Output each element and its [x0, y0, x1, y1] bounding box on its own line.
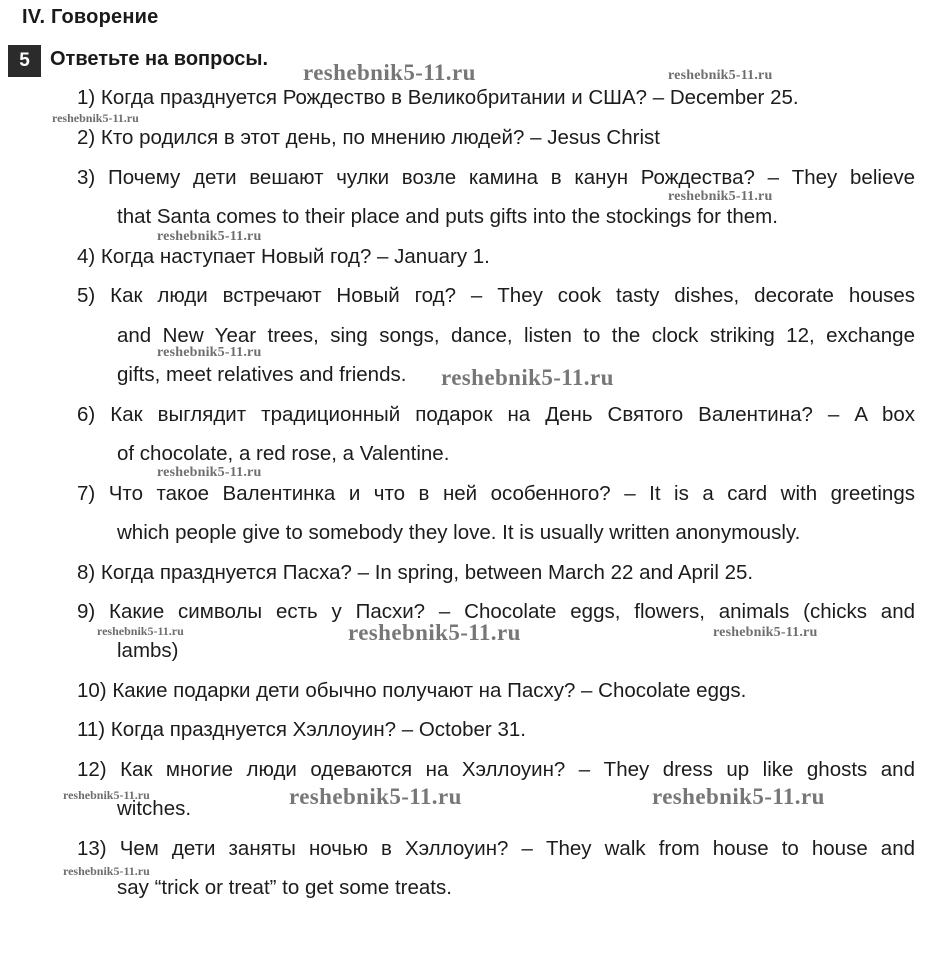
watermark: reshebnik5-11.ru	[441, 365, 614, 390]
watermark: reshebnik5-11.ru	[63, 864, 150, 878]
answer-line-12b: witches.	[117, 797, 192, 820]
watermark: reshebnik5-11.ru	[348, 620, 521, 645]
watermark: reshebnik5-11.ru	[63, 788, 150, 802]
watermark: reshebnik5-11.ru	[52, 111, 139, 125]
answer-line-9a: 9) Какие символы есть у Пасхи? – Chocolate eggs, flowers, animals (chicks and	[77, 600, 915, 623]
answer-line-6a: 6) Как выглядит традиционный подарок на День Святого Валентина? – A box	[77, 403, 915, 426]
answer-line-13a: 13) Чем дети заняты ночью в Хэллоуин? – They walk from house to house and	[77, 837, 915, 860]
task-number-badge: 5	[8, 45, 41, 77]
answer-line-10: 10) Какие подарки дети обычно получают на Пасху? – Chocolate eggs.	[77, 679, 747, 702]
watermark: reshebnik5-11.ru	[668, 189, 773, 204]
watermark: reshebnik5-11.ru	[652, 784, 825, 809]
watermark: reshebnik5-11.ru	[713, 625, 818, 640]
answer-line-4: 4) Когда наступает Новый год? – January 1.	[77, 245, 490, 268]
answer-line-13b: say “trick or treat” to get some treats.	[117, 876, 452, 899]
answer-line-5b: and New Year trees, sing songs, dance, listen to the clock striking 12, exchange	[117, 324, 915, 347]
answer-line-2: 2) Кто родился в этот день, по мнению людей? – Jesus Christ	[77, 126, 660, 149]
answer-line-3a: 3) Почему дети вешают чулки возле камина в канун Рождества? – They believe	[77, 166, 915, 189]
answer-line-6b: of chocolate, a red rose, a Valentine.	[117, 442, 450, 465]
answer-line-12a: 12) Как многие люди одеваются на Хэллоуин? – They dress up like ghosts and	[77, 758, 915, 781]
watermark: reshebnik5-11.ru	[303, 60, 476, 85]
section-title: IV. Говорение	[22, 6, 159, 28]
answer-line-11: 11) Когда празднуется Хэллоуин? – October 31.	[77, 718, 526, 741]
watermark: reshebnik5-11.ru	[289, 784, 462, 809]
answer-line-9b: lambs)	[117, 639, 179, 662]
task-header	[8, 44, 268, 78]
watermark: reshebnik5-11.ru	[157, 465, 262, 480]
answer-line-7b: which people give to somebody they love. It is usually written anonymously.	[117, 521, 801, 544]
answer-line-8: 8) Когда празднуется Пасха? – In spring, between March 22 and April 25.	[77, 561, 754, 584]
watermark: reshebnik5-11.ru	[97, 624, 184, 638]
watermark: reshebnik5-11.ru	[668, 68, 773, 83]
watermark: reshebnik5-11.ru	[157, 345, 262, 360]
task-instruction: Ответьте на вопросы.	[50, 47, 269, 70]
answer-line-3b: that Santa comes to their place and puts gifts into the stockings for them.	[117, 205, 778, 228]
answer-line-5a: 5) Как люди встречают Новый год? – They cook tasty dishes, decorate houses	[77, 284, 915, 307]
answer-line-5c: gifts, meet relatives and friends.	[117, 363, 407, 386]
answer-line-7a: 7) Что такое Валентинка и что в ней особенного? – It is a card with greetings	[77, 482, 915, 505]
answer-line-1: 1) Когда празднуется Рождество в Великобритании и США? – December 25.	[77, 86, 799, 109]
watermark: reshebnik5-11.ru	[157, 229, 262, 244]
